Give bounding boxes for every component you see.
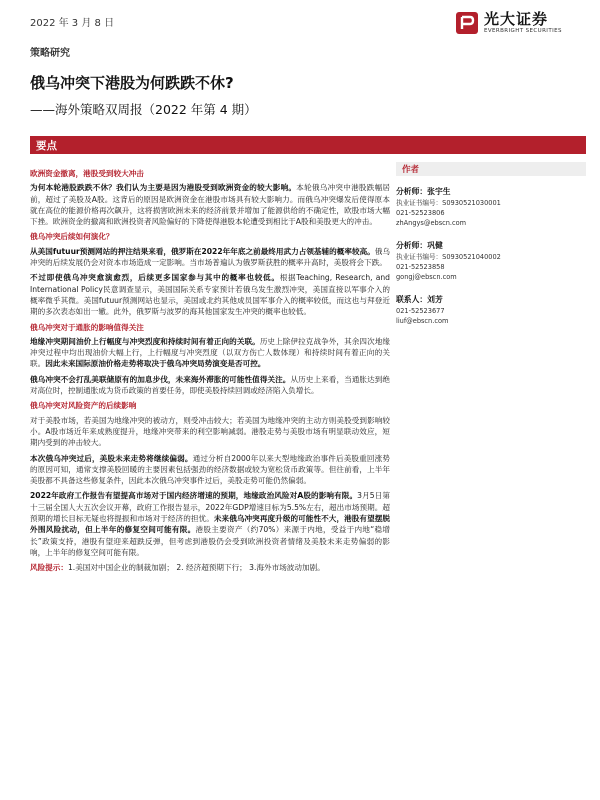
report-date: 2022 年 3 月 8 日 bbox=[30, 18, 115, 29]
authors-header-bar bbox=[396, 162, 586, 176]
summary-header-bar bbox=[30, 136, 586, 154]
author-name: 分析师：张宇生 bbox=[396, 187, 451, 196]
section-heading: 俄乌冲突对风险资产的后续影响 bbox=[30, 401, 137, 411]
report-subtitle: ——海外策略双周报（2022 年第 4 期） bbox=[30, 102, 257, 117]
author-card bbox=[396, 186, 586, 228]
author-email[interactable]: zhAngys@ebscn.com bbox=[396, 219, 467, 227]
section-heading: 欧洲资金撤离，港股受到较大冲击 bbox=[30, 169, 144, 178]
author-email[interactable]: gongj@ebscn.com bbox=[396, 273, 457, 281]
authors-heading: 作者 bbox=[402, 165, 420, 175]
author-cert: 执业证书编号：S0930521030001 bbox=[396, 199, 501, 207]
paragraph: 俄乌冲突不会打乱美联储原有的加息步伐，未来海外滞胀的可能性值得关注。从历史上来看，当通胀达到绝对高位时，控制通胀成为货币政策的首要任务，即使美股持续回调或经济陷入负增长。 bbox=[30, 374, 391, 396]
author-phone: 021-52523858 bbox=[396, 263, 445, 271]
author-name: 联系人：刘芳 bbox=[396, 295, 443, 304]
logo-english-name: EVERBRIGHT SECURITIES bbox=[484, 28, 562, 34]
report-category: 策略研究 bbox=[30, 48, 70, 59]
risk-warning: 风险提示：1.美国对中国企业的制裁加剧； 2. 经济超预期下行； 3.海外市场波动加剧。 bbox=[30, 563, 325, 573]
paragraph: 2022年政府工作报告有望提高市场对于国内经济增速的预期，地缘政治风险对A股的影响有限。3月5日第十三届全国人大五次会议开幕，政府工作报告显示，2022年GDP增速目标为5.5%左右，超出市场预期。超预期的增长目标无疑也将提振和市场对于经济的担忧。未来俄乌冲突再度升级的可能性不大，港股有望摆脱外围风险扰动，但上半年的修复空间可能有限。港股主要资产（约70%）来源于内地，受益于内地“稳增长”政策支持，港股有望迎来超跌反弹，但考虑到港股仍会受到欧洲投资者情绪及美股未来走势偏弱的影响，上半年的修复空间可能有限。 bbox=[30, 491, 391, 557]
paragraph: 从美国futuur预测网站的押注结果来看，俄罗斯在2022年年底之前最终用武力占领基辅的概率较高。俄乌冲突的后续发展仍会对资本市场造成一定影响。当市场普遍认为俄罗斯获胜的概率升高时，美股将会下跌。 bbox=[30, 246, 390, 268]
paragraph: 为何本轮港股跌跌不休？我们认为主要是因为港股受到欧洲资金的较大影响。本轮俄乌冲突中港股跌幅居前，超过了美股及A股。这背后的原因是欧洲资金在港股市场具有较大影响力。而俄乌冲突爆发后使得原本就在高位的能源价格再次飙升，这将损害欧洲未来的经济前景并增加了能源供给的不确定性，欧股市场大幅下挫。欧洲资金的撤离和欧洲投资者风险偏好的下降使得港股本轮遭受到相比于A股和美股更大的冲击。 bbox=[30, 183, 391, 227]
author-name: 分析师：巩健 bbox=[396, 241, 443, 250]
author-phone: 021-52523806 bbox=[396, 209, 445, 217]
paragraph: 对于美股市场，若美国为地缘冲突的被动方，则受冲击较大；若美国为地缘冲突的主动方则美股受到影响较小。A股市场近年来成熟度提升，地缘冲突带来的利空影响减弱。港股走势与美股市场有明显联动效应，短期内受到的冲击较大。 bbox=[30, 415, 390, 448]
summary-label: 要点 bbox=[36, 140, 57, 152]
author-phone: 021-52523677 bbox=[396, 307, 445, 315]
paragraph: 不过即使俄乌冲突愈演愈烈，后续更多国家参与其中的概率也较低。根据Teaching, Research, and International Policy民意调查显示，美国国际关系专家预计若俄乌发生激烈冲突，美国直接以军事介入的概率微乎其微。美国futuur预测网站也显示，美国或北约其他成员国军事介入的概率较低，而这也与拜登近期的多次表态如出一辙。此外，俄罗斯与波罗的海其他国家发生冲突的概率也较低。 bbox=[30, 273, 390, 317]
author-card bbox=[396, 294, 586, 326]
section-heading: 俄乌冲突对于通胀的影响值得关注 bbox=[30, 322, 144, 332]
section-heading: 俄乌冲突后续如何演化？ bbox=[30, 232, 114, 242]
summary-body bbox=[30, 165, 390, 578]
logo-chinese-name: 光大证券 bbox=[484, 10, 549, 28]
company-logo bbox=[456, 6, 588, 40]
author-card bbox=[396, 240, 586, 282]
author-cert: 执业证书编号：S0930521040002 bbox=[396, 253, 501, 261]
author-email[interactable]: liuf@ebscn.com bbox=[396, 317, 449, 325]
paragraph: 地缘冲突期间油价上行幅度与冲突烈度和持续时间有着正向的关联。历史上除伊拉克战争外，其余四次地缘冲突过程中均出现油价大幅上行，上行幅度与冲突烈度（以双方伤亡人数体现）和持续时间有着正向的关联。因此未来国际原油价格走势将取决于俄乌冲突局势演变是否可控。 bbox=[30, 336, 390, 369]
paragraph: 本次俄乌冲突过后，美股未来走势将继续偏弱。通过分析自2000年以来大型地缘政治事件后美股重回涨势的原因可知，通常支撑美股回暖的主要因素包括强劲的经济数据或较为宽松货币政策等。但往前看，上半年美股都不具备这些修复条件，因此本次俄乌冲突事件过后，美股走势可能仍然偏弱。 bbox=[30, 453, 390, 486]
everbright-logo-icon bbox=[456, 12, 478, 34]
report-title: 俄乌冲突下港股为何跌跌不休? bbox=[30, 74, 234, 92]
